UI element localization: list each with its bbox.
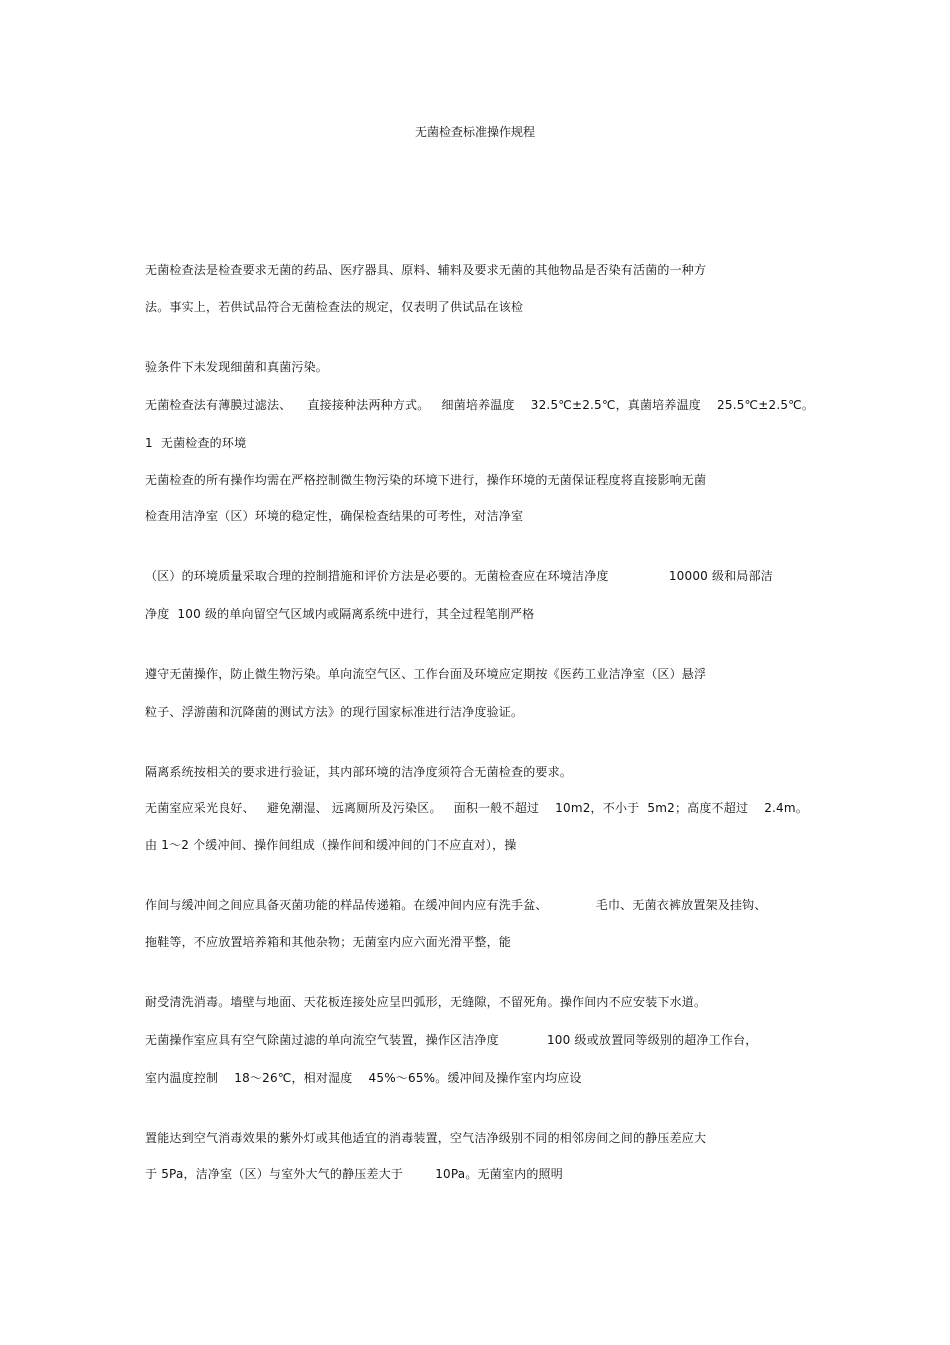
- body-line-1: 无菌检查法是检查要求无菌的药品、医疗器具、原料、辅料及要求无菌的其他物品是否染有活菌的一种方: [145, 263, 707, 277]
- section-heading-environment: 1 无菌检查的环境: [145, 436, 247, 450]
- body-line-19: 室内温度控制 18～26℃，相对湿度 45%～65%。缓冲间及操作室内均应设: [145, 1071, 582, 1085]
- body-line-3: 验条件下未发现细菌和真菌污染。: [145, 360, 329, 374]
- body-line-13: 无菌室应采光良好、 避免潮湿、 远离厕所及污染区。 面积一般不超过 10m2，不小于 5m2；高度不超过 2.4m。: [145, 801, 808, 815]
- body-line-18: 无菌操作室应具有空气除菌过滤的单向流空气装置，操作区洁净度 100 级或放置同等级别的超净工作台，: [145, 1033, 758, 1047]
- body-line-15: 作间与缓冲间之间应具备灭菌功能的样品传递箱。在缓冲间内应有洗手盆、 毛巾、无菌衣裤放置架及挂钩、: [145, 898, 767, 912]
- body-line-20: 置能达到空气消毒效果的紫外灯或其他适宜的消毒装置，空气洁净级别不同的相邻房间之间的静压差应大: [145, 1131, 707, 1145]
- body-line-8: （区）的环境质量采取合理的控制措施和评价方法是必要的。无菌检查应在环境洁净度 10000 级和局部洁: [145, 569, 774, 583]
- body-line-4: 无菌检查法有薄膜过滤法、 直接接种法两种方式。 细菌培养温度 32.5℃±2.5℃，真菌培养温度 25.5℃±2.5℃。: [145, 398, 815, 412]
- document-title: 无菌检查标准操作规程: [414, 125, 535, 139]
- body-line-21: 于 5Pa，洁净室（区）与室外大气的静压差大于 10Pa。无菌室内的照明: [145, 1167, 563, 1181]
- body-line-7: 检查用洁净室（区）环境的稳定性，确保检查结果的可考性，对洁净室: [145, 509, 524, 523]
- body-line-11: 粒子、浮游菌和沉降菌的测试方法》的现行国家标准进行洁净度验证。: [145, 705, 524, 719]
- body-line-17: 耐受清洗消毒。墙壁与地面、天花板连接处应呈凹弧形，无缝隙，不留死角。操作间内不应安装下水道。: [145, 995, 707, 1009]
- body-line-12: 隔离系统按相关的要求进行验证，其内部环境的洁净度须符合无菌检查的要求。: [145, 765, 573, 779]
- body-line-16: 拖鞋等，不应放置培养箱和其他杂物；无菌室内应六面光滑平整，能: [145, 935, 512, 949]
- body-line-14: 由 1～2 个缓冲间、操作间组成（操作间和缓冲间的门不应直对），操: [145, 838, 517, 852]
- body-line-6: 无菌检查的所有操作均需在严格控制微生物污染的环境下进行，操作环境的无菌保证程度将直接影响无菌: [145, 473, 707, 487]
- body-line-2: 法。事实上，若供试品符合无菌检查法的规定，仅表明了供试品在该检: [145, 300, 524, 314]
- body-line-10: 遵守无菌操作，防止微生物污染。单向流空气区、工作台面及环境应定期按《医药工业洁净室（区）悬浮: [145, 667, 707, 681]
- body-line-9: 净度 100 级的单向留空气区域内或隔离系统中进行，其全过程笔削严格: [145, 607, 535, 621]
